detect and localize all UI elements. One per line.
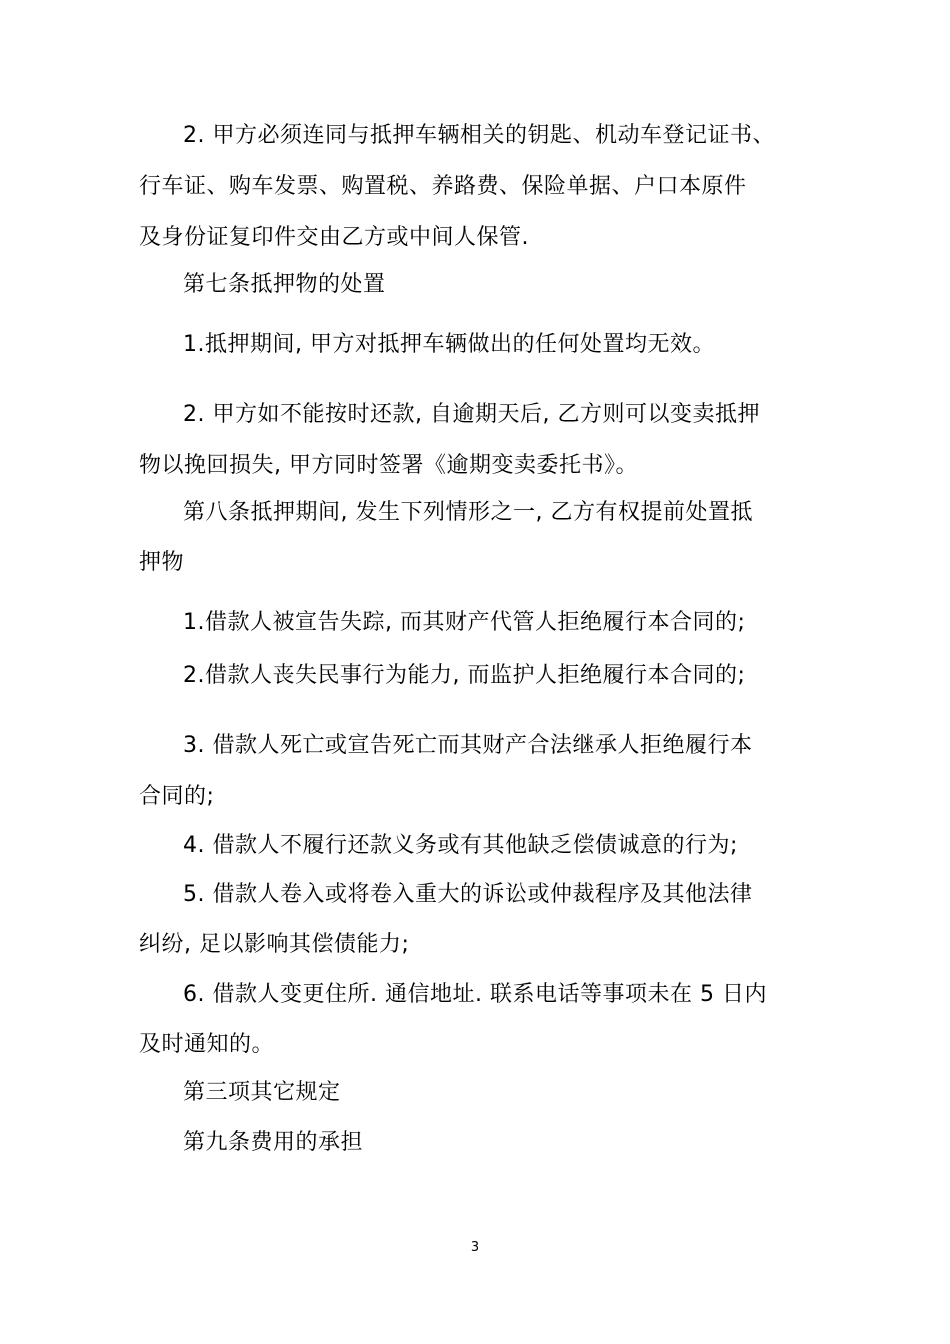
- text-line: 纠纷, 足以影响其偿债能力;: [139, 932, 410, 957]
- section-heading: 第三项其它规定: [183, 1080, 341, 1105]
- text-line: 及身份证复印件交由乙方或中间人保管.: [139, 225, 529, 250]
- text-line: 及时通知的。: [139, 1032, 275, 1057]
- text-line: 押物: [139, 550, 185, 575]
- text-line: 行车证、购车发票、购置税、养路费、保险单据、户口本原件: [139, 174, 747, 199]
- section-heading: 第八条抵押期间, 发生下列情形之一, 乙方有权提前处置抵: [183, 500, 753, 525]
- text-line: 1.抵押期间, 甲方对抵押车辆做出的任何处置均无效。: [183, 332, 715, 357]
- section-heading: 第七条抵押物的处置: [183, 272, 386, 297]
- list-item: 4. 借款人不履行还款义务或有其他缺乏偿债诚意的行为;: [183, 833, 738, 858]
- list-item: 3. 借款人死亡或宣告死亡而其财产合法继承人拒绝履行本: [183, 733, 753, 758]
- list-item: 5. 借款人卷入或将卷入重大的诉讼或仲裁程序及其他法律: [183, 882, 753, 907]
- page-number: 3: [470, 1240, 480, 1255]
- list-item: 2.借款人丧失民事行为能力, 而监护人拒绝履行本合同的;: [183, 663, 746, 688]
- list-item: 1.借款人被宣告失踪, 而其财产代管人拒绝履行本合同的;: [183, 610, 746, 635]
- text-line: 2. 甲方如不能按时还款, 自逾期天后, 乙方则可以变卖抵押: [183, 402, 760, 427]
- section-heading: 第九条费用的承担: [183, 1130, 364, 1155]
- list-item: 6. 借款人变更住所. 通信地址. 联系电话等事项未在 5 日内: [183, 982, 767, 1007]
- text-line: 物以挽回损失, 甲方同时签署《逾期变卖委托书》。: [139, 453, 638, 478]
- text-line: 合同的;: [139, 784, 215, 809]
- text-line: 2. 甲方必须连同与抵押车辆相关的钥匙、机动车登记证书、: [183, 123, 775, 148]
